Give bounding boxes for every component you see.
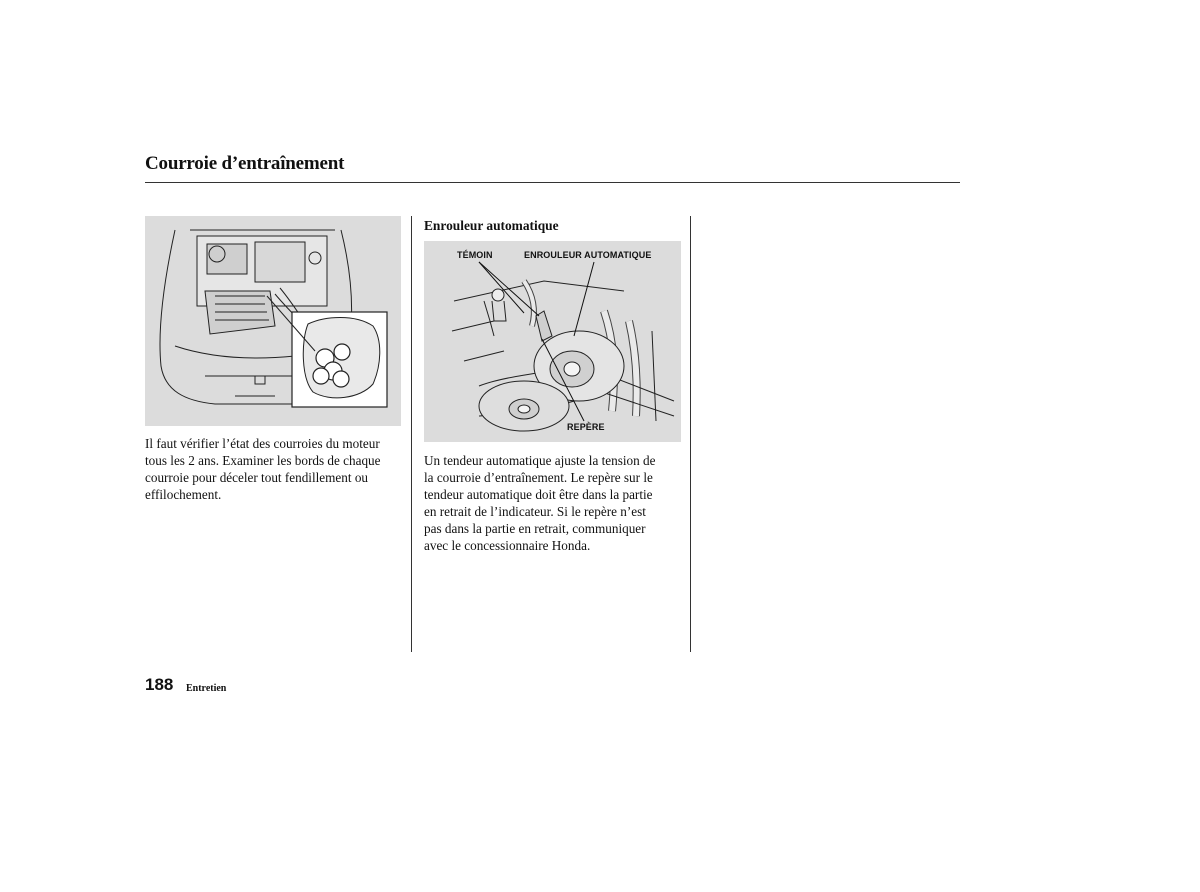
section-name: Entretien bbox=[186, 683, 227, 694]
repere-label: REPÈRE bbox=[567, 422, 605, 432]
auto-tensioner-illustration-icon bbox=[424, 241, 681, 442]
temoin-label: TÉMOIN bbox=[457, 250, 493, 260]
column-divider-right bbox=[690, 216, 691, 652]
column-divider-left bbox=[411, 216, 412, 652]
page-title: Courroie d’entraînement bbox=[145, 153, 345, 174]
tensioner-figure bbox=[424, 241, 681, 442]
belt-inspection-paragraph: Il faut vérifier l’état des courroies du moteur tous les 2 ans. Examiner les bords de chaque courroie pour déceler tout fendillement ou effilochement. bbox=[145, 436, 381, 502]
engine-bay-figure bbox=[145, 216, 401, 426]
page-number: 188 bbox=[145, 675, 174, 694]
engine-bay-belt-illustration-icon bbox=[145, 216, 401, 426]
tensioner-subheading: Enrouleur automatique bbox=[424, 218, 559, 233]
tensioner-paragraph: Un tendeur automatique ajuste la tension de la courroie d’entraînement. Le repère sur le tendeur automatique doit être dans la partie en retrait de l’indicateur. Si le repère n’est pas dans la partie en retrait, communiquer avec le concessionnaire Honda. bbox=[424, 453, 656, 553]
title-rule bbox=[145, 182, 960, 183]
enrouleur-label: ENROULEUR AUTOMATIQUE bbox=[524, 250, 652, 260]
